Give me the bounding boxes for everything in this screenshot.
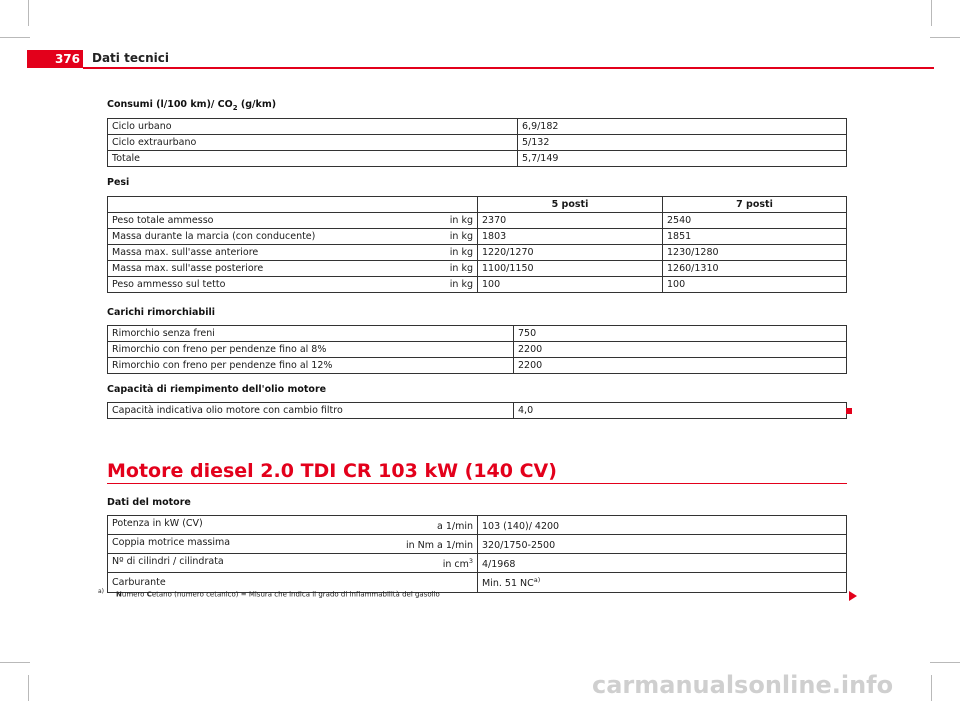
crop-mark — [930, 662, 960, 663]
row-value: 320/1750-2500 — [478, 535, 847, 554]
row-value-5: 100 — [478, 277, 663, 293]
table-row — [108, 135, 847, 151]
table-row — [108, 151, 847, 167]
table-row — [108, 119, 847, 135]
row-label: Massa max. sull'asse anteriore — [112, 247, 259, 258]
page-number: 376 — [27, 50, 83, 68]
row-label: Ciclo urbano — [108, 119, 518, 135]
section-end-marker — [846, 408, 852, 414]
row-label: Carburante — [112, 577, 166, 589]
table-row — [108, 213, 847, 229]
row-value-5: 1803 — [478, 229, 663, 245]
row-value-7: 100 — [663, 277, 847, 293]
row-value: 2200 — [514, 342, 847, 358]
pesi-title: Pesi — [107, 177, 130, 188]
footnote-mark: a) — [98, 588, 105, 595]
row-value-5: 2370 — [478, 213, 663, 229]
table-row — [108, 326, 847, 342]
row-value-7: 2540 — [663, 213, 847, 229]
crop-mark — [931, 675, 932, 701]
table-row — [108, 342, 847, 358]
pesi-table — [107, 196, 847, 293]
table-row — [108, 535, 847, 554]
carichi-title: Carichi rimorchiabili — [107, 307, 215, 318]
chapter-rule — [107, 483, 847, 484]
table-row — [108, 261, 847, 277]
table-header-row — [108, 197, 847, 213]
row-value: 4,0 — [514, 403, 847, 419]
row-label: Capacità indicativa olio motore con cambio filtro — [108, 403, 514, 419]
header-rule — [83, 67, 934, 69]
row-label: Rimorchio senza freni — [108, 326, 514, 342]
consumi-title: Consumi (l/100 km)/ $CO_2$ (g/km) — [107, 99, 277, 112]
row-value-7: 1851 — [663, 229, 847, 245]
row-unit: a 1/min — [436, 521, 473, 533]
crop-mark — [930, 37, 960, 38]
table-row — [108, 403, 847, 419]
row-label: Totale — [108, 151, 518, 167]
motore-table — [107, 515, 847, 593]
row-label: Coppia motrice massima — [112, 537, 231, 549]
row-value-7: 1260/1310 — [663, 261, 847, 277]
crop-mark — [931, 0, 932, 26]
crop-mark — [0, 662, 30, 663]
row-unit: in kg — [449, 263, 473, 274]
watermark: carmanualsonline.info — [592, 671, 894, 699]
row-value: 5/132 — [518, 135, 847, 151]
olio-title: Capacità di riempimento dell'olio motore — [107, 384, 327, 395]
row-unit: in kg — [449, 279, 473, 290]
header-empty — [108, 197, 478, 213]
crop-mark — [28, 675, 29, 701]
row-unit: in kg — [449, 247, 473, 258]
table-row — [108, 277, 847, 293]
row-value: 2200 — [514, 358, 847, 374]
header-5-posti: 5 posti — [478, 197, 663, 213]
continue-arrow-icon — [849, 591, 857, 601]
olio-table — [107, 402, 847, 419]
row-value: Min. 51 NC$^{a)}$ — [478, 573, 847, 592]
chapter-title: Motore diesel 2.0 TDI CR 103 kW (140 CV) — [107, 460, 557, 482]
table-row — [108, 245, 847, 261]
row-label: Massa max. sull'asse posteriore — [112, 263, 264, 274]
row-value-7: 1230/1280 — [663, 245, 847, 261]
row-label: Ciclo extraurbano — [108, 135, 518, 151]
row-value: 6,9/182 — [518, 119, 847, 135]
row-value-5: 1220/1270 — [478, 245, 663, 261]
motore-title: Dati del motore — [107, 497, 191, 508]
row-label: Massa durante la marcia (con conducente) — [112, 231, 316, 242]
row-value: 5,7/149 — [518, 151, 847, 167]
table-row — [108, 554, 847, 573]
row-value: 103 (140)/ 4200 — [478, 516, 847, 535]
crop-mark — [0, 37, 30, 38]
footnote: a) Numero Cetano (numero cetanico) = Misura che indica il grado di infiammabilità del gasolio — [98, 588, 440, 599]
row-label: Peso ammesso sul tetto — [112, 279, 226, 290]
table-row — [108, 358, 847, 374]
row-value: 750 — [514, 326, 847, 342]
row-label: Potenza in kW (CV) — [112, 518, 203, 529]
carichi-table — [107, 325, 847, 374]
crop-mark — [28, 0, 29, 26]
row-label: Nº di cilindri / cilindrata — [112, 556, 224, 568]
table-row — [108, 229, 847, 245]
row-unit: in $cm^3$ — [442, 557, 473, 571]
row-unit: in kg — [449, 231, 473, 242]
header-7-posti: 7 posti — [663, 197, 847, 213]
row-label: Peso totale ammesso — [112, 215, 214, 226]
row-unit: in Nm a 1/min — [405, 540, 473, 552]
consumi-table — [107, 118, 847, 167]
row-label: Rimorchio con freno per pendenze fino al 8% — [108, 342, 514, 358]
row-label: Rimorchio con freno per pendenze fino al 12% — [108, 358, 514, 374]
row-value: 4/1968 — [478, 554, 847, 573]
row-unit: in kg — [449, 215, 473, 226]
row-value-5: 1100/1150 — [478, 261, 663, 277]
table-row — [108, 516, 847, 535]
running-title: Dati tecnici — [92, 51, 169, 65]
